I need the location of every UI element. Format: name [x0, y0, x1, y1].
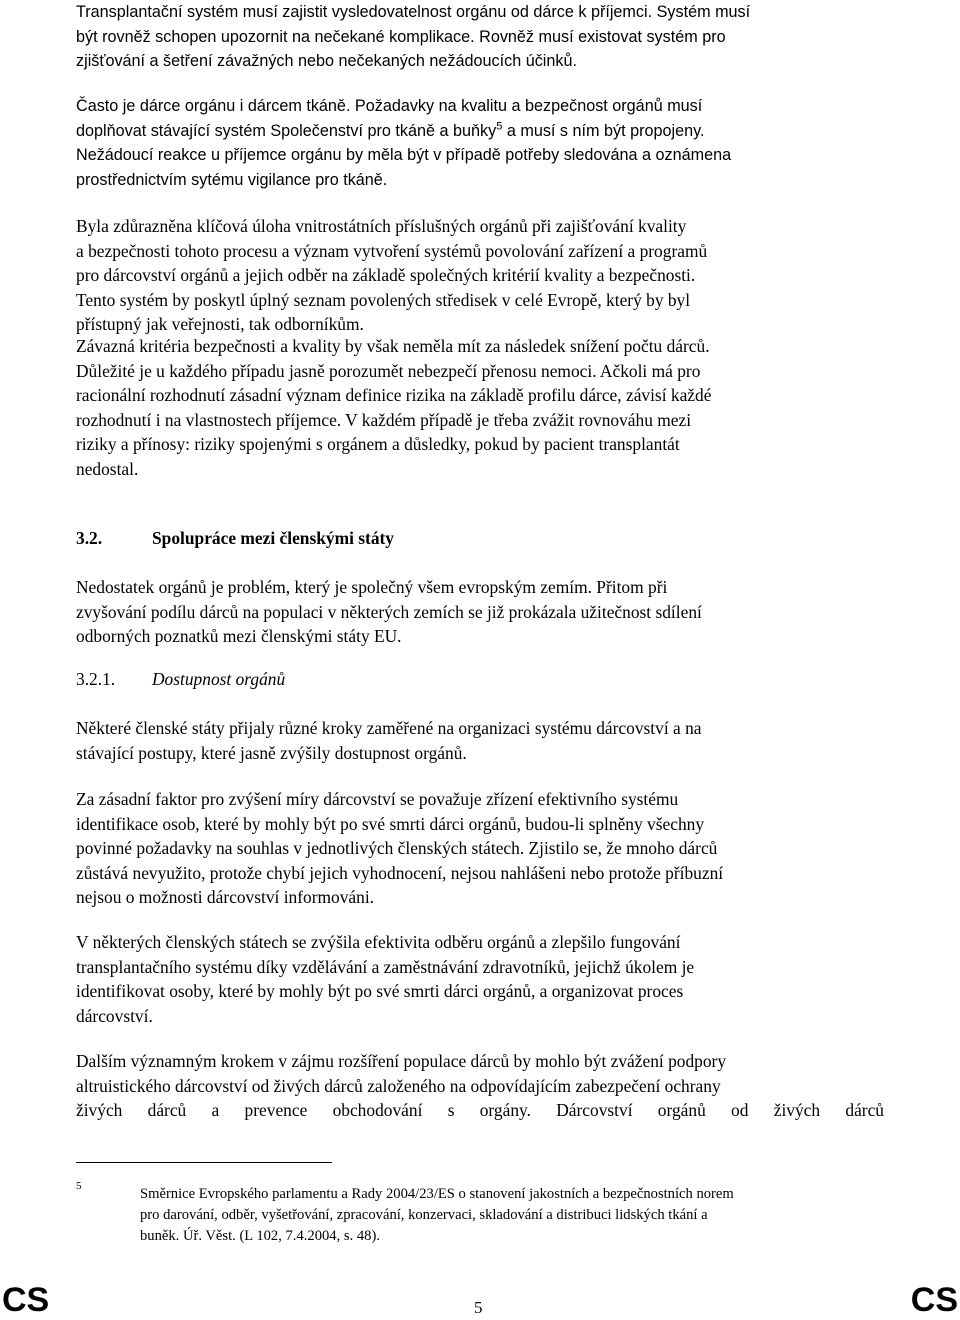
text-line: identifikace osob, které by mohly být po své smrti dárci orgánů, budou-li splněny všechny	[76, 813, 705, 834]
paragraph-efficiency	[76, 930, 884, 1028]
footer-language-left: CS	[2, 1281, 50, 1319]
text-line: prostřednictvím sytému vigilance pro tkáně.	[76, 170, 388, 189]
text-line: identifikovat osoby, které by mohly být po své smrti dárci orgánů, a organizovat proces	[76, 981, 684, 1001]
text-line: zůstává nevyužito, protože chybí jejich vyhodnocení, nejsou nahlášeni nebo protože příbuzní	[76, 862, 724, 883]
paragraph-organ-shortage	[76, 575, 884, 649]
text-line: racionální rozhodnutí zásadní význam definice rizika na základě profilu dárce, závisí každé	[76, 385, 712, 405]
footnote-reference: 5	[496, 120, 503, 133]
text-fragment: doplňovat stávající systém Společenství pro tkáně a buňky	[76, 121, 497, 140]
paragraph-living-donors	[76, 1049, 884, 1123]
section-heading-3-2-1	[76, 669, 285, 690]
text-line: Za zásadní faktor pro zvýšení míry dárcovství se považuje zřízení efektivního systému	[76, 789, 679, 809]
footnote-separator	[76, 1162, 332, 1163]
text-line	[76, 119, 884, 144]
text-line: Byla zdůrazněna klíčová úloha vnitrostátních příslušných orgánů při zajišťování kvality	[76, 216, 687, 236]
paragraph-traceability	[76, 0, 884, 74]
footnote-mark: 5	[76, 1180, 82, 1192]
text-line: zjišťování a šetření závažných nebo nečekaných nežádoucích účinků.	[76, 52, 577, 70]
footnote-line: buněk. Úř. Věst. (L 102, 7.4.2004, s. 48).	[140, 1228, 380, 1244]
footnote-text	[140, 1184, 886, 1247]
text-line: zvyšování podílu dárců na populaci v některých zemích se již prokázala užitečnost sdílení	[76, 601, 702, 622]
text-line: nejsou o možnosti dárcovství informováni.	[76, 887, 375, 907]
section-title: Spolupráce mezi členskými státy	[152, 528, 394, 548]
text-line: Často je dárce orgánu i dárcem tkáně. Požadavky na kvalitu a bezpečnost orgánů musí	[76, 97, 703, 115]
section-number: 3.2.1.	[76, 669, 116, 689]
text-line: a bezpečnosti tohoto procesu a význam vytvoření systémů povolování zařízení a programů	[76, 240, 708, 261]
text-line: Nežádoucí reakce u příjemce orgánu by měla být v případě potřeby sledována a oznámena	[76, 146, 732, 164]
text-line: být rovněž schopen upozornit na nečekané komplikace. Rovněž musí existovat systém pro	[76, 27, 726, 46]
footer-language-right: CS	[910, 1281, 958, 1319]
text-line: Transplantační systém musí zajistit vysledovatelnost orgánu od dárce k příjemci. Systém musí	[76, 3, 751, 21]
text-line: Tento systém by poskytl úplný seznam povolených středisek v celé Evropě, který by byl	[76, 289, 691, 310]
text-line: riziky a přínosy: riziky spojenými s orgánem a důsledky, pokud by pacient transplantát	[76, 434, 680, 454]
text-line: V některých členských státech se zvýšila efektivita odběru orgánů a zlepšilo fungování	[76, 932, 681, 952]
text-line: Dalším významným krokem v zájmu rozšíření populace dárců by mohlo být zvážení podpory	[76, 1051, 727, 1071]
text-line: nedostal.	[76, 458, 139, 479]
section-title: Dostupnost orgánů	[152, 669, 286, 689]
paragraph-key-factor	[76, 787, 884, 910]
section-number: 3.2.	[76, 528, 103, 548]
page-number: 5	[474, 1298, 483, 1317]
text-line: Nedostatek orgánů je problém, který je společný všem evropským zemím. Přitom při	[76, 577, 668, 597]
text-line: altruistického dárcovství od živých dárců založeného na odpovídajícím zabezpečení ochrany	[76, 1075, 721, 1096]
text-line: živých dárců a prevence obchodování s orgány. Dárcovství orgánů od živých dárců	[76, 1100, 884, 1120]
text-line: odborných poznatků mezi členskými státy EU.	[76, 626, 402, 646]
text-fragment: a musí s ním být propojeny.	[502, 121, 705, 140]
paragraph-quality-criteria	[76, 334, 884, 481]
section-heading-3-2	[76, 528, 394, 549]
footnote-line: Směrnice Evropského parlamentu a Rady 2004/23/ES o stanovení jakostních a bezpečnostních norem	[140, 1186, 734, 1202]
text-line: stávající postupy, které jasně zvýšily dostupnost orgánů.	[76, 742, 467, 763]
text-line: pro dárcovství orgánů a jejich odběr na základě společných kritérií kvality a bezpečnosti.	[76, 265, 696, 285]
text-line: rozhodnutí i na vlastnostech příjemce. V každém případě je třeba zvážit rovnováhu mezi	[76, 409, 692, 430]
text-line: dárcovství.	[76, 1005, 153, 1026]
text-line: povinné požadavky na souhlas v jednotlivých členských státech. Zjistilo se, že mnoho dárců	[76, 838, 718, 858]
text-line: transplantačního systému díky vzdělávání a zaměstnávání zdravotníků, jejichž úkolem je	[76, 956, 695, 977]
paragraph-competent-authorities	[76, 214, 884, 337]
paragraph-member-state-steps	[76, 716, 884, 765]
text-line: přístupný jak veřejnosti, tak odborníkům.	[76, 314, 364, 334]
text-line: Závazná kritéria bezpečnosti a kvality by však neměla mít za následek snížení počtu dárců.	[76, 336, 710, 356]
footnote-line: pro darování, odběr, vyšetřování, zpracování, konzervaci, skladování a distribuci lidských tkání a	[140, 1207, 708, 1223]
paragraph-tissue-donor	[76, 94, 884, 192]
text-line: Důležité je u každého případu jasně porozumět nebezpečí přenosu nemoci. Ačkoli má pro	[76, 360, 701, 381]
text-line: Některé členské státy přijaly různé kroky zaměřené na organizaci systému dárcovství a na	[76, 718, 702, 738]
